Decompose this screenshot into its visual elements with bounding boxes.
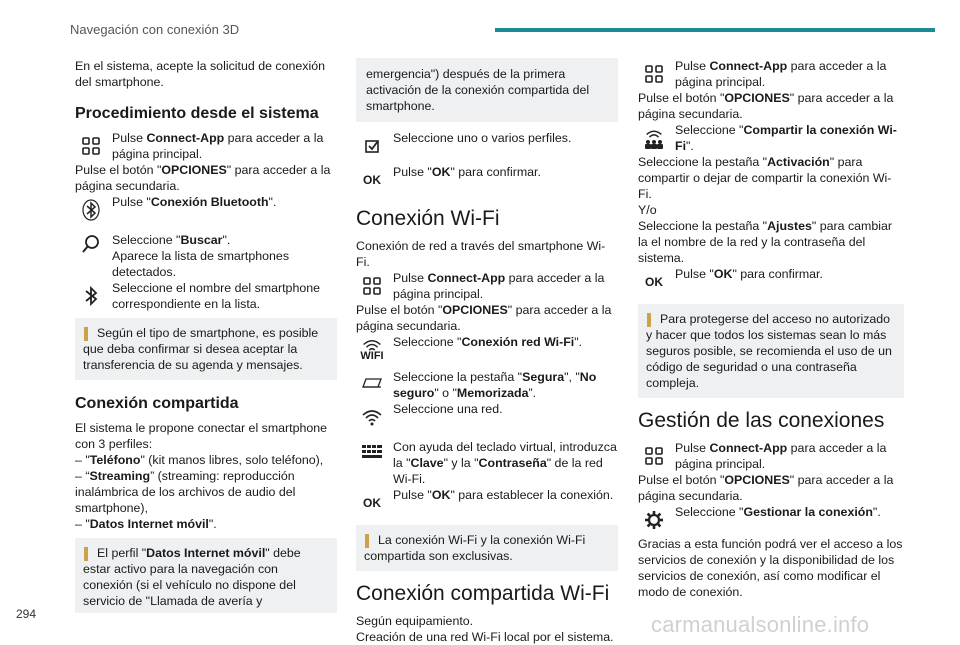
step-connect-app — [75, 130, 337, 162]
t: Pulse — [675, 441, 710, 455]
t: Pulse — [675, 59, 710, 73]
step-share-wifi — [638, 122, 904, 154]
step-wifi-network — [356, 334, 618, 366]
apps-grid-icon — [75, 130, 107, 162]
t: " de la red Wi-Fi. — [393, 456, 603, 486]
t: " para acceder a la página secundaria. — [638, 91, 894, 121]
t: " para acceder a la página secundaria. — [638, 473, 894, 503]
wifi-signal-icon — [356, 401, 388, 433]
t: Según equipamiento. — [356, 614, 474, 628]
note-text: La conexión Wi-Fi y la conexión Wi-Fi compartida son exclusivas. — [364, 533, 586, 563]
t: Creación de una red Wi-Fi local por el sistema. — [356, 630, 614, 644]
wifi-icon-label: WIFI — [360, 350, 384, 362]
t: Pulse " — [393, 165, 432, 179]
t: Seleccione la pestaña " — [638, 155, 768, 169]
t: " para acceder a la página secundaria. — [356, 303, 612, 333]
t: Seleccione " — [393, 335, 462, 349]
heading-conexion-compartida-wifi: Conexión compartida Wi-Fi — [356, 582, 610, 605]
t: Conexión de red a través del smartphone Wi-Fi. — [356, 239, 606, 269]
t: OK — [431, 165, 451, 179]
t: Y/o — [638, 203, 657, 217]
note-text: Según el tipo de smartphone, es posible que deba confirmar si desea aceptar la transferencia de su agenda y mensajes. — [83, 326, 319, 372]
t: El sistema le propone conectar el smartphone con 3 perfiles: — [75, 421, 328, 451]
column-3 — [638, 58, 904, 600]
running-header: Navegación con conexión 3D — [70, 22, 240, 37]
t: ", " — [564, 370, 580, 384]
note-continuation — [356, 58, 618, 122]
t: Segura — [522, 370, 565, 384]
note-marker — [84, 547, 88, 561]
keyboard-icon — [356, 435, 388, 467]
t: El perfil " — [97, 546, 147, 560]
note-marker — [647, 313, 651, 327]
t: – " — [75, 517, 90, 531]
t: OPCIONES — [161, 163, 227, 177]
t: – " — [75, 453, 90, 467]
t: ” (streaming: reproducción inalámbrica de los archivos de audio del smartphone), — [75, 469, 296, 515]
heading-procedimiento: Procedimiento desde el sistema — [75, 105, 319, 122]
t: Seleccione " — [675, 123, 744, 137]
step-keyboard — [356, 435, 618, 487]
column-1 — [75, 58, 337, 621]
note-marker — [365, 534, 369, 548]
t: OK — [713, 267, 733, 281]
t: Pulse " — [675, 267, 714, 281]
t: ”. — [528, 386, 537, 400]
t: Seleccione el nombre del smartphone correspondiente en la lista. — [112, 281, 321, 311]
t: ". — [574, 335, 583, 349]
t: " (kit manos libres, solo teléfono), — [140, 453, 324, 467]
t: " para acceder a la página secundaria. — [75, 163, 331, 193]
t: Seleccione " — [675, 505, 744, 519]
t: Seleccione uno o varios perfiles. — [393, 131, 572, 145]
note-text: Para protegerse del acceso no autorizado y hacer que todos los sistemas sean lo más seguros posible, se recomienda el uso de un código de seguridad o una contraseña compleja. — [646, 312, 892, 390]
apps-grid-icon — [638, 440, 670, 472]
t: Memorizada — [456, 386, 529, 400]
step-tabs — [356, 366, 618, 401]
t: OPCIONES — [724, 91, 790, 105]
t: Conexión Bluetooth — [150, 195, 269, 209]
step-manage-connection — [638, 504, 904, 536]
heading-conexion-wifi: Conexión Wi-Fi — [356, 207, 500, 230]
note-box — [638, 304, 904, 398]
t: – “ — [75, 469, 90, 483]
checkbox-icon — [356, 130, 388, 162]
t: Gracias a esta función podrá ver el acceso a los servicios de conexión y la disponibilidad de los servicios de conexión, así como modificar el modo de conexión. — [638, 537, 903, 599]
t: Compartir la conexión Wi-Fi — [675, 123, 897, 153]
t: Teléfono — [89, 453, 141, 467]
t: Contraseña — [478, 456, 547, 470]
t: Streaming — [89, 469, 151, 483]
t: Datos Internet móvil — [89, 517, 209, 531]
t: " para establecer la conexión. — [450, 488, 614, 502]
t: " para confirmar. — [450, 165, 541, 179]
step-ok — [356, 487, 618, 519]
t: Pulse el botón " — [356, 303, 443, 317]
t: Activación — [767, 155, 830, 169]
step-profiles — [356, 130, 618, 162]
step-ok — [638, 266, 904, 298]
t: " para compartir o dejar de compartir la conexión Wi-Fi. — [638, 155, 892, 201]
t: Pulse — [112, 131, 147, 145]
t: Connect-App — [709, 59, 788, 73]
column-2 — [356, 58, 618, 645]
t: Clave — [410, 456, 444, 470]
t: ". — [268, 195, 277, 209]
t: ". — [872, 505, 881, 519]
ok-icon: OK — [356, 487, 388, 519]
t: emergencia") después de la primera activación de la conexión compartida del smartphone. — [366, 67, 590, 113]
note-box — [75, 318, 337, 380]
heading-gestion-conexiones: Gestión de las conexiones — [638, 409, 885, 432]
step-connect-app — [638, 440, 904, 472]
settings-gear-icon — [638, 504, 670, 536]
t: Pulse el botón " — [75, 163, 162, 177]
t: Connect-App — [709, 441, 788, 455]
ok-icon: OK — [356, 164, 388, 196]
t: Pulse el botón " — [638, 91, 725, 105]
note-box — [356, 525, 618, 571]
step-buscar — [75, 228, 337, 280]
t: Pulse " — [112, 195, 151, 209]
t: Connect-App — [427, 271, 506, 285]
step-select-network — [356, 401, 618, 433]
t: Buscar — [180, 233, 223, 247]
t: para acceder a la página principal. — [393, 271, 605, 301]
apps-grid-icon — [638, 58, 670, 90]
step-select-phone — [75, 280, 337, 312]
step-options — [75, 162, 337, 194]
t: Pulse — [393, 271, 428, 285]
step-bluetooth — [75, 194, 337, 226]
t: Pulse el botón " — [638, 473, 725, 487]
apps-grid-icon — [356, 270, 388, 302]
t: Pulse " — [393, 488, 432, 502]
t: ". — [686, 139, 694, 153]
t: para acceder a la página principal. — [675, 59, 887, 89]
t: Seleccione " — [112, 233, 181, 247]
t: Seleccione una red. — [393, 402, 503, 416]
t: Connect-App — [146, 131, 225, 145]
t: OPCIONES — [724, 473, 790, 487]
t: Datos Internet móvil — [146, 546, 266, 560]
watermark: carmanualsonline.info — [651, 612, 870, 637]
step-connect-app — [638, 58, 904, 90]
step-ok — [356, 164, 618, 196]
t: OPCIONES — [442, 303, 508, 317]
heading-conexion-compartida: Conexión compartida — [75, 395, 239, 412]
t: " debe estar activo para la navegación con conexión (si el vehículo no dispone del servicio de "Llamada de avería y — [83, 546, 301, 608]
t: Conexión red Wi-Fi — [461, 335, 575, 349]
t: para acceder a la página principal. — [112, 131, 324, 161]
t: Con ayuda del teclado virtual, introduzca la " — [393, 440, 617, 470]
bluetooth-icon — [75, 194, 107, 226]
t: Seleccione la pestaña " — [393, 370, 523, 384]
t: Seleccione la pestaña " — [638, 219, 768, 233]
t: Gestionar la conexión — [743, 505, 873, 519]
intro-text: En el sistema, acepte la solicitud de conexión del smartphone. — [75, 59, 326, 89]
t: " o " — [434, 386, 457, 400]
wifi-icon — [356, 334, 388, 366]
t: Aparece la lista de smartphones detectados. — [112, 249, 290, 279]
header-accent-bar — [495, 28, 935, 32]
t: OK — [431, 488, 451, 502]
step-connect-app — [356, 270, 618, 302]
t: ". — [222, 233, 231, 247]
t: " para confirmar. — [732, 267, 823, 281]
wifi-share-icon — [638, 122, 670, 154]
ok-icon: OK — [638, 266, 670, 298]
t: Ajustes — [767, 219, 812, 233]
t: No seguro — [393, 370, 597, 400]
t: ". — [208, 517, 217, 531]
t: para acceder a la página principal. — [675, 441, 887, 471]
note-marker — [84, 327, 88, 341]
t: " para cambiar la el nombre de la red y la contraseña del sistema. — [638, 219, 893, 265]
note-box — [75, 538, 337, 613]
search-icon — [75, 228, 107, 260]
tab-icon — [356, 366, 388, 398]
bluetooth-symbol-icon — [75, 280, 107, 312]
t: " y la " — [443, 456, 479, 470]
page-number: 294 — [16, 607, 37, 621]
